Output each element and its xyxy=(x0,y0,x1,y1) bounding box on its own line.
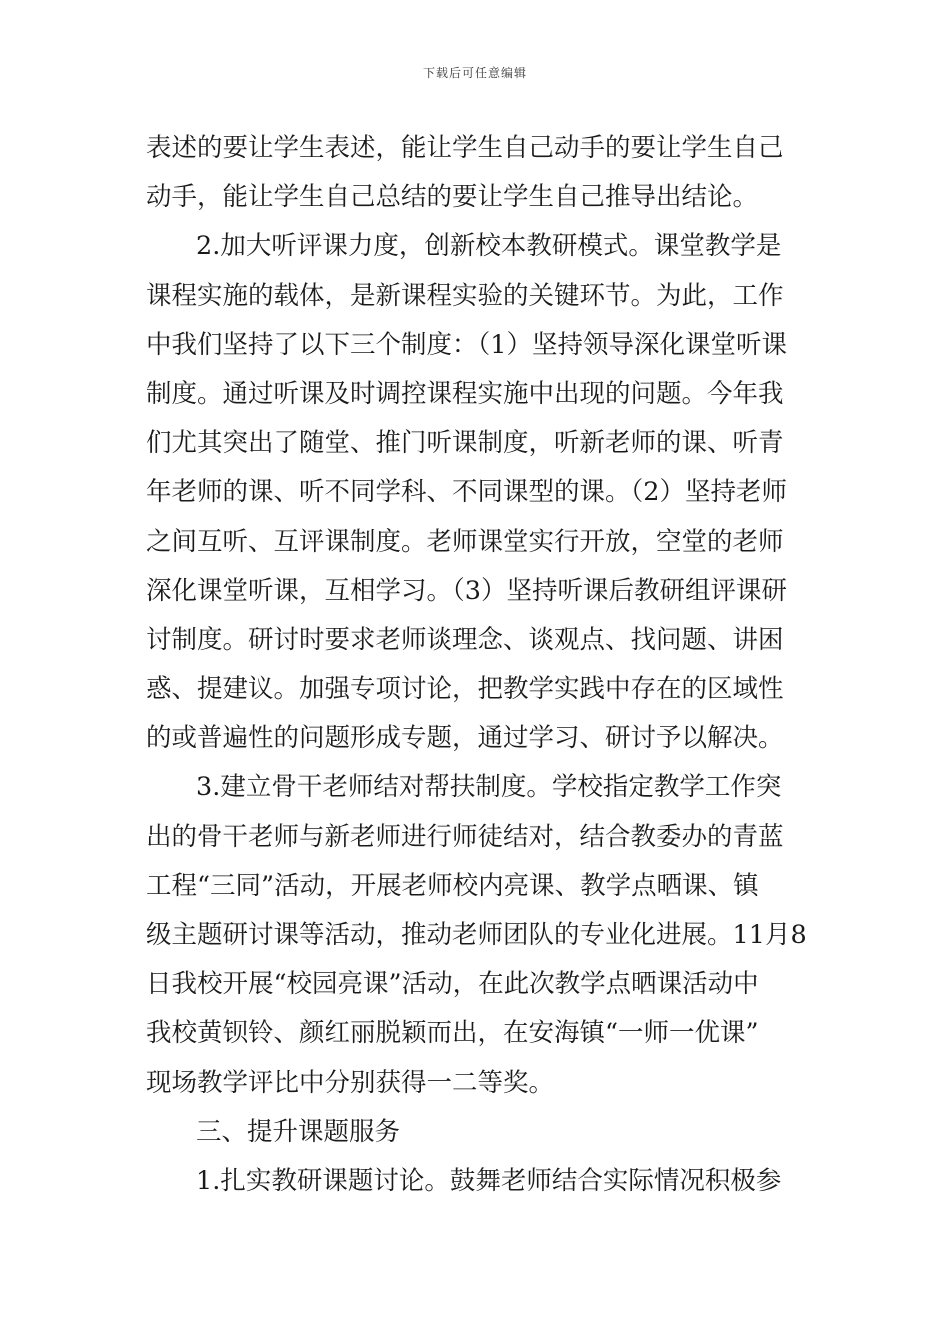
text-line: 日我校开展“校园亮课”活动，在此次教学点晒课活动中 xyxy=(146,969,759,1000)
text-line: 中我们坚持了以下三个制度：（1）坚持领导深化课堂听课 xyxy=(146,329,787,360)
text-line: 制度。通过听课及时调控课程实施中出现的问题。今年我 xyxy=(146,378,784,409)
text-line: 3.建立骨干老师结对帮扶制度。学校指定教学工作突 xyxy=(196,772,782,803)
text-line: 现场教学评比中分别获得一二等奖。 xyxy=(146,1067,555,1098)
text-line: 课程实施的载体，是新课程实验的关键环节。为此，工作 xyxy=(146,280,784,311)
text-line: 讨制度。研讨时要求老师谈理念、谈观点、找问题、讲困 xyxy=(146,624,784,655)
text-line: 2.加大听评课力度，创新校本教研模式。课堂教学是 xyxy=(196,231,782,262)
text-line: 们尤其突出了随堂、推门听课制度，听新老师的课、听青 xyxy=(146,428,784,459)
text-line: 表述的要让学生表述，能让学生自己动手的要让学生自己 xyxy=(146,133,784,163)
text-line: 1.扎实教研课题讨论。鼓舞老师结合实际情况积极参 xyxy=(196,1165,782,1196)
text-line: 惑、提建议。加强专项讨论，把教学实践中存在的区域性 xyxy=(146,674,784,705)
header-note: 下载后可任意编辑 xyxy=(422,66,527,80)
text-line: 级主题研讨课等活动，推动老师团队的专业化进展。11月8 xyxy=(146,920,807,950)
text-line: 动手，能让学生自己总结的要让学生自己推导出结论。 xyxy=(146,182,759,213)
text-line: 的或普遍性的问题形成专题，通过学习、研讨予以解决。 xyxy=(146,723,784,754)
text-line: 三、提升课题服务 xyxy=(196,1116,401,1147)
text-line: 我校黄钡铃、颜红丽脱颖而出，在安海镇“一师一优课” xyxy=(146,1018,759,1049)
text-line: 深化课堂听课，互相学习。（3）坚持听课后教研组评课研 xyxy=(146,575,787,606)
text-line: 之间互听、互评课制度。老师课堂实行开放，空堂的老师 xyxy=(146,526,784,557)
text-line: 年老师的课、听不同学科、不同课型的课。（2）坚持老师 xyxy=(146,477,787,508)
document-body xyxy=(146,124,810,1206)
text-line: 工程“三同”活动，开展老师校内亮课、教学点晒课、镇 xyxy=(146,870,759,901)
text-line: 出的骨干老师与新老师进行师徒结对，结合教委办的青蓝 xyxy=(146,821,784,852)
